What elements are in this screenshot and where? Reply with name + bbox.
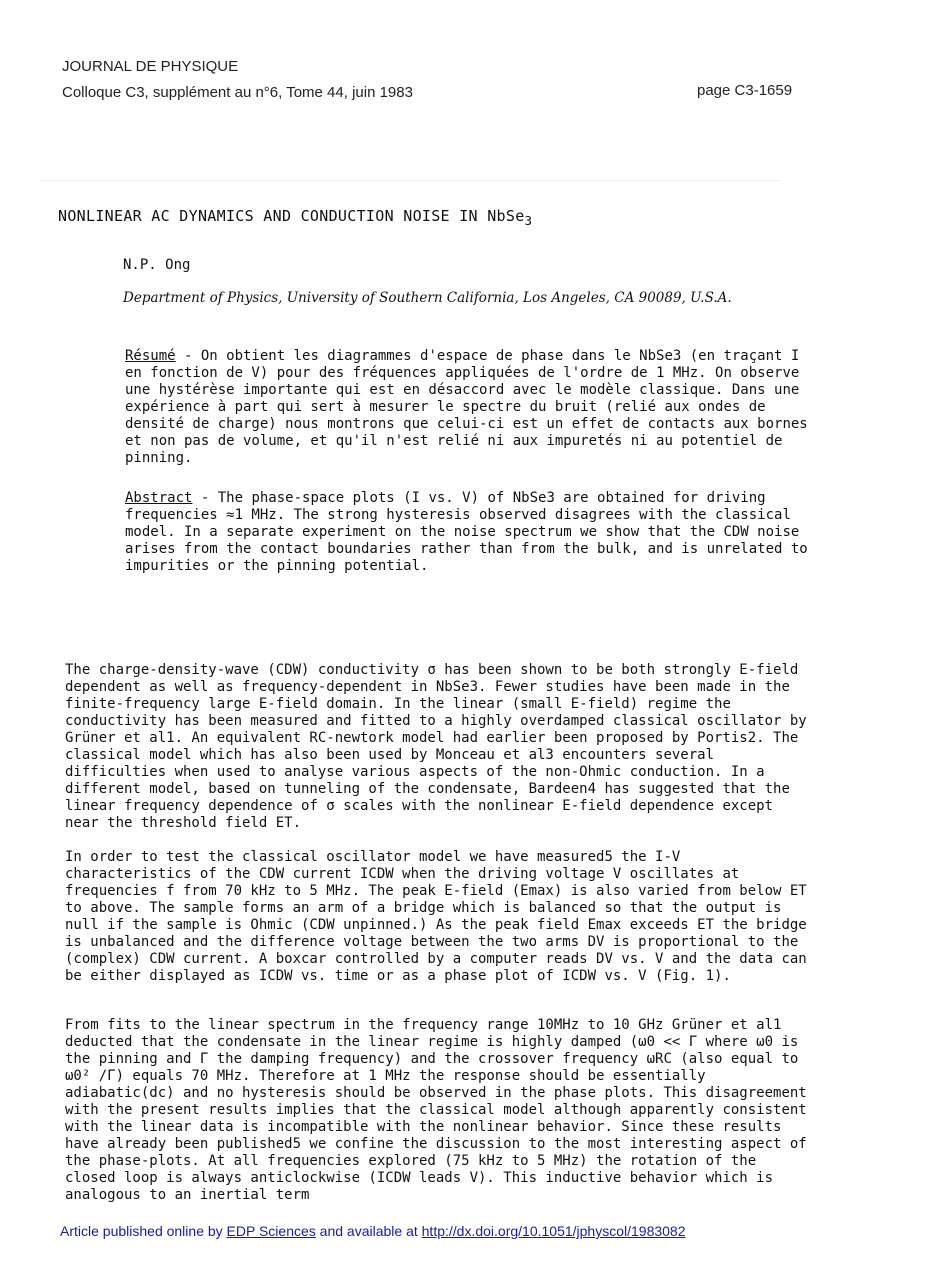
page-number: page C3-1659 [697,82,793,99]
abstract-text: - The phase-space plots (I vs. V) of NbSe3 are obtained for driving frequencies ≈1 MHz. The strong hysteresis observed disagrees with the classical model. In a separate experiment on the noise spectrum we show that the CDW noise arises from the contact boundaries rather than from the bulk, and is unrelated to impurities or the pinning potential. [125,490,808,574]
footer-middle: and available at [315,1223,422,1239]
publisher-link[interactable]: EDP Sciences [226,1223,316,1239]
footer-note [60,1223,686,1239]
resume-label: Résumé [125,348,176,364]
body-paragraph-3: From fits to the linear spectrum in the frequency range 10MHz to 10 GHz Grüner et al1 deducted that the condensate in the linear regime is highly damped (ω0 << Γ where ω0 is the pinning and Γ the damping frequency) and the crossover frequency ωRC (also equal to ω0² /Γ) equals 70 MHz. Therefore at 1 MHz the response should be essentially adiabatic(dc) and no hysteresis should be observed in the phase plots. This disagreement with the present results implies that the classical model although apparently consistent with the linear data is incompatible with the nonlinear behavior. Since these results have already been published5 we confine the discussion to the most interesting aspect of the phase-plots. At all frequencies explored (75 kHz to 5 MHz) the rotation of the closed loop is always anticlockwise (ICDW leads V). This inductive behavior which is analogous to an inertial term [65,1017,807,1203]
paper-title-text: NONLINEAR AC DYNAMICS AND CONDUCTION NOISE IN NbSe [58,207,525,225]
paper-title [58,207,532,228]
author: N.P. Ong [123,257,191,273]
colloque-line: Colloque C3, supplément au n°6, Tome 44, juin 1983 [62,84,413,101]
body-paragraph-2: In order to test the classical oscillator model we have measured5 the I-V characteristics of the CDW current ICDW when the driving voltage V oscillates at frequencies f from 70 kHz to 5 MHz. The peak E-field (Emax) is also varied from below ET to above. The sample forms an arm of a bridge which is balanced so that the output is null if the sample is Ohmic (CDW unpinned.) As the peak field Emax exceeds ET the bridge is unbalanced and the difference voltage between the two arms DV is proportional to the (complex) CDW current. A boxcar controlled by a computer reads DV vs. V and the data can be either displayed as ICDW vs. time or as a phase plot of ICDW vs. V (Fig. 1). [65,849,807,984]
abstract-label: Abstract [125,490,193,506]
resume-paragraph [125,348,815,467]
body-paragraph-1: The charge-density-wave (CDW) conductivity σ has been shown to be both strongly E-field dependent as well as frequency-dependent in NbSe3. Fewer studies have been made in the finite-frequency large E-field domain. In the linear (small E-field) regime the conductivity has been measured and fitted to a highly overdamped classical oscillator by Grüner et al1. An equivalent RC-newtork model had earlier been proposed by Portis2. The classical model which has also been used by Monceau et al3 encounters several difficulties when used to analyse various aspects of the non-Ohmic conduction. In a different model, based on tunneling of the condensate, Bardeen4 has suggested that the linear frequency dependence of σ scales with the nonlinear E-field dependence except near the threshold field ET. [65,662,807,831]
affiliation: Department of Physics, University of Southern California, Los Angeles, CA 90089, U.S.A. [123,290,732,306]
resume-text: - On obtient les diagrammes d'espace de phase dans le NbSe3 (en traçant I en fonction de V) pour des fréquences appliquées de l'ordre de 1 MHz. On observe une hystérèse importante qui est en désaccord avec le modèle classique. Dans une expérience à part qui sert à mesurer le spectre du bruit (relié aux ondes de densité de charge) nous montrons que celui-ci est un effet de contacts aux bornes et non pas de volume, et qu'il n'est relié ni aux impuretés ni au potentiel de pinning. [125,348,808,466]
paper-title-subscript: 3 [524,213,533,228]
journal-name: JOURNAL DE PHYSIQUE [62,58,239,75]
doi-link[interactable]: http://dx.doi.org/10.1051/jphyscol/1983082 [421,1223,686,1239]
footer-prefix: Article published online by [60,1223,227,1239]
abstract-paragraph [125,490,815,575]
header-divider [40,180,780,181]
